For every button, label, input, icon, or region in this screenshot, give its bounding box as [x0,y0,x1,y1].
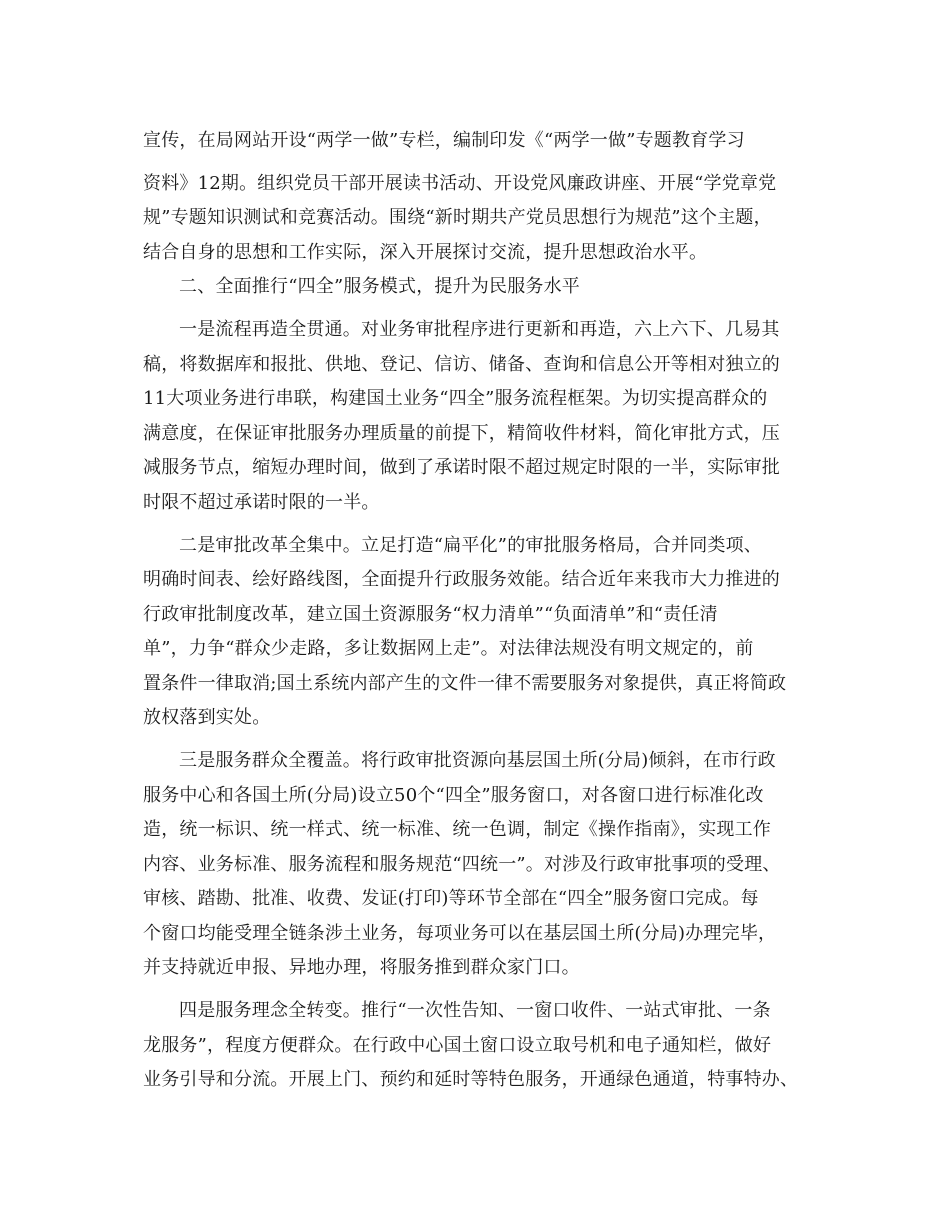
text-line: 二是审批改革全集中。立足打造“扁平化”的审批服务格局，合并同类项、 [179,535,763,556]
text-line: 规”专题知识测试和竞赛活动。围绕“新时期共产党员思想行为规范”这个主题， [143,207,772,228]
text-line: 一是流程再造全贯通。对业务审批程序进行更新和再造，六上六下、几易其 [179,319,780,340]
text-line: 内容、业务标准、服务流程和服务规范“四统一”。对涉及行政审批事项的受理、 [143,854,781,875]
text-line: 行政审批制度改革，建立国土资源服务“权力清单”“负面清单”和“责任清 [143,604,718,625]
text-line: 减服务节点，缩短办理时间，做到了承诺时限不超过规定时限的一半，实际审批 [143,457,780,478]
text-line: 四是服务理念全转变。推行“一次性告知、一窗口收件、一站式审批、一条 [179,1000,771,1021]
text-line: 明确时间表、绘好路线图，全面提升行政服务效能。结合近年来我市大力推进的 [143,569,780,590]
text-line: 置条件一律取消;国土系统内部产生的文件一律不需要服务对象提供，真正将简政 [143,673,787,694]
text-line: 稿，将数据库和报批、供地、登记、信访、储备、查询和信息公开等相对独立的 [143,354,780,375]
text-line: 结合自身的思想和工作实际，深入开展探讨交流，提升思想政治水平。 [143,242,708,263]
text-line: 11大项业务进行串联，构建国土业务“四全”服务流程框架。为切实提高群众的 [143,388,768,409]
text-line: 龙服务”，程度方便群众。在行政中心国土窗口设立取号机和电子通知栏，做好 [143,1035,772,1056]
text-line: 三是服务群众全覆盖。将行政审批资源向基层国土所(分局)倾斜，在市行政 [179,750,776,771]
text-line: 个窗口均能受理全链条涉土业务，每项业务可以在基层国土所(分局)办理完毕， [143,923,777,944]
text-line: 时限不超过承诺时限的一半。 [143,492,380,513]
text-line: 审核、踏勘、批准、收费、发证(打印)等环节全部在“四全”服务窗口完成。每 [143,888,759,909]
text-line: 放权落到实处。 [143,707,271,728]
text-line: 满意度，在保证审批服务办理质量的前提下，精简收件材料，简化审批方式，压 [143,423,780,444]
text-line: 单”，力争“群众少走路，多让数据网上走”。对法律法规没有明文规定的，前 [143,638,754,659]
text-line: 服务中心和各国土所(分局)设立50个“四全”服务窗口，对各窗口进行标准化改 [143,785,764,806]
text-line: 业务引导和分流。开展上门、预约和延时等特色服务，开通绿色通道，特事特办、 [143,1069,799,1090]
section-heading: 二、全面推行“四全”服务模式，提升为民服务水平 [179,276,581,297]
text-line: 宣传，在局网站开设“两学一做”专栏，编制印发《“两学一做”专题教育学习 [143,130,745,151]
text-line: 造，统一标识、统一样式、统一标准、统一色调，制定《操作指南》，实现工作 [143,819,771,840]
text-line: 并支持就近申报、异地办理，将服务推到群众家门口。 [143,957,580,978]
text-line: 资料》12期。组织党员干部开展读书活动、开设党风廉政讲座、开展“学党章党 [143,173,777,194]
